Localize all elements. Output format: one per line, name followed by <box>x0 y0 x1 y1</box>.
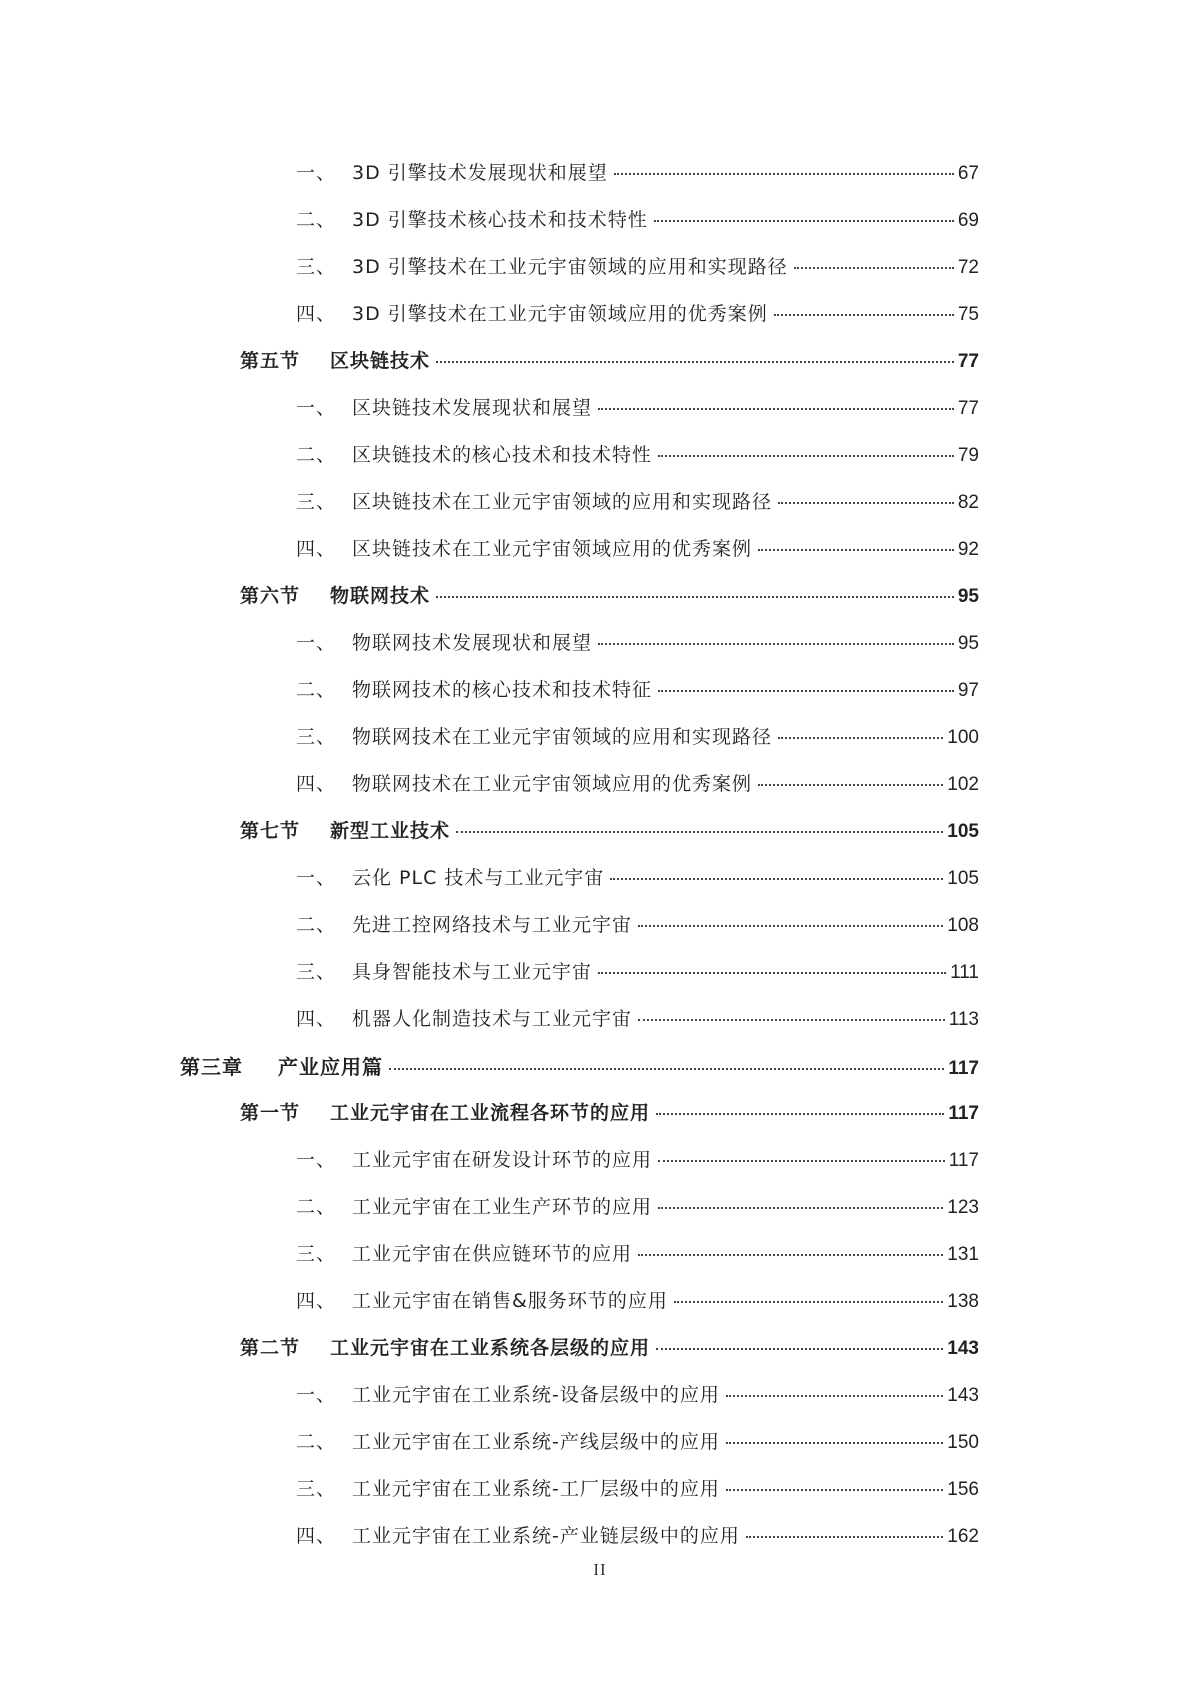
toc-entry-number: 二、 <box>296 679 337 701</box>
dot-leader <box>674 1301 943 1303</box>
dot-leader <box>726 1395 943 1397</box>
toc-entry-page: 95 <box>957 586 979 607</box>
toc-entry-number: 四、 <box>296 1008 337 1030</box>
toc-entry-number: 二、 <box>296 914 337 936</box>
toc-entry-item[interactable] <box>0 524 1200 571</box>
toc-entry-number: 四、 <box>296 303 337 325</box>
toc-entry-number: 三、 <box>296 1243 337 1265</box>
toc-entry-title: 工业元宇宙在销售&服务环节的应用 <box>352 1290 668 1312</box>
toc-entry-number: 一、 <box>296 632 337 654</box>
table-of-contents <box>0 148 1200 1558</box>
toc-entry-page: 95 <box>957 633 979 654</box>
toc-entry-item[interactable] <box>0 195 1200 242</box>
dot-leader <box>658 455 954 457</box>
toc-entry-title: 产业应用篇 <box>278 1055 383 1079</box>
toc-entry-number: 四、 <box>296 1290 337 1312</box>
dot-leader <box>726 1489 943 1491</box>
toc-entry-page: 92 <box>957 539 979 560</box>
toc-entry-item[interactable] <box>0 242 1200 289</box>
toc-entry-number: 一、 <box>296 867 337 889</box>
toc-entry-item[interactable] <box>0 1229 1200 1276</box>
toc-entry-number: 一、 <box>296 397 337 419</box>
toc-entry-title: 工业元宇宙在工业系统-工厂层级中的应用 <box>352 1478 720 1500</box>
toc-entry-number: 三、 <box>296 256 337 278</box>
toc-entry-title: 工业元宇宙在供应链环节的应用 <box>352 1243 633 1265</box>
toc-entry-number: 第三章 <box>180 1055 243 1079</box>
toc-entry-number: 二、 <box>296 444 337 466</box>
toc-entry-page: 97 <box>957 680 979 701</box>
toc-entry-page: 79 <box>957 445 979 466</box>
toc-entry-title: 3D 引擎技术核心技术和技术特性 <box>352 209 648 231</box>
dot-leader <box>774 314 954 316</box>
dot-leader <box>746 1536 943 1538</box>
dot-leader <box>658 1160 945 1162</box>
toc-entry-title: 新型工业技术 <box>330 820 451 842</box>
toc-entry-title: 工业元宇宙在研发设计环节的应用 <box>352 1149 653 1171</box>
toc-entry-chapter[interactable] <box>0 1041 1200 1088</box>
dot-leader <box>794 267 954 269</box>
toc-entry-number: 三、 <box>296 491 337 513</box>
toc-entry-item[interactable] <box>0 900 1200 947</box>
toc-entry-section[interactable] <box>0 806 1200 853</box>
toc-entry-item[interactable] <box>0 947 1200 994</box>
toc-entry-title: 工业元宇宙在工业系统-产线层级中的应用 <box>352 1431 720 1453</box>
toc-entry-page: 67 <box>957 163 979 184</box>
dot-leader <box>656 1113 944 1115</box>
toc-entry-title: 物联网技术 <box>330 585 431 607</box>
toc-entry-page: 75 <box>957 304 979 325</box>
dot-leader <box>778 737 943 739</box>
toc-entry-title: 物联网技术的核心技术和技术特征 <box>352 679 653 701</box>
toc-entry-page: 105 <box>947 868 979 889</box>
toc-entry-section[interactable] <box>0 1088 1200 1135</box>
toc-entry-item[interactable] <box>0 289 1200 336</box>
toc-entry-title: 区块链技术的核心技术和技术特性 <box>352 444 653 466</box>
toc-entry-item[interactable] <box>0 618 1200 665</box>
toc-entry-page: 100 <box>947 727 979 748</box>
toc-entry-item[interactable] <box>0 383 1200 430</box>
toc-entry-page: 156 <box>947 1479 979 1500</box>
toc-entry-item[interactable] <box>0 1511 1200 1558</box>
toc-entry-number: 第六节 <box>240 585 301 607</box>
toc-entry-item[interactable] <box>0 148 1200 195</box>
dot-leader <box>614 173 954 175</box>
toc-entry-title: 机器人化制造技术与工业元宇宙 <box>352 1008 633 1030</box>
dot-leader <box>726 1442 943 1444</box>
toc-entry-page: 77 <box>957 351 979 372</box>
toc-entry-title: 区块链技术 <box>330 350 431 372</box>
toc-entry-title: 3D 引擎技术发展现状和展望 <box>352 162 608 184</box>
toc-entry-page: 162 <box>947 1526 979 1547</box>
dot-leader <box>598 972 946 974</box>
dot-leader <box>638 925 943 927</box>
toc-entry-number: 二、 <box>296 1431 337 1453</box>
toc-entry-item[interactable] <box>0 1464 1200 1511</box>
toc-entry-page: 143 <box>947 1338 979 1359</box>
toc-entry-page: 131 <box>947 1244 979 1265</box>
page-number: II <box>593 1560 607 1579</box>
toc-entry-title: 物联网技术发展现状和展望 <box>352 632 593 654</box>
toc-entry-title: 具身智能技术与工业元宇宙 <box>352 961 593 983</box>
toc-entry-title: 区块链技术在工业元宇宙领域的应用和实现路径 <box>352 491 773 513</box>
toc-entry-number: 第二节 <box>240 1337 301 1359</box>
dot-leader <box>778 502 954 504</box>
toc-entry-page: 72 <box>957 257 979 278</box>
dot-leader <box>389 1068 944 1070</box>
toc-entry-number: 二、 <box>296 209 337 231</box>
toc-entry-page: 82 <box>957 492 979 513</box>
toc-entry-title: 工业元宇宙在工业生产环节的应用 <box>352 1196 653 1218</box>
dot-leader <box>654 220 954 222</box>
toc-entry-item[interactable] <box>0 712 1200 759</box>
toc-entry-item[interactable] <box>0 759 1200 806</box>
toc-entry-title: 先进工控网络技术与工业元宇宙 <box>352 914 633 936</box>
toc-entry-title: 物联网技术在工业元宇宙领域应用的优秀案例 <box>352 773 753 795</box>
toc-entry-page: 102 <box>947 774 979 795</box>
dot-leader <box>436 361 954 363</box>
toc-entry-section[interactable] <box>0 336 1200 383</box>
toc-entry-title: 云化 PLC 技术与工业元宇宙 <box>352 867 605 889</box>
toc-entry-title: 工业元宇宙在工业流程各环节的应用 <box>330 1102 651 1124</box>
toc-entry-title: 物联网技术在工业元宇宙领域的应用和实现路径 <box>352 726 773 748</box>
toc-entry-number: 三、 <box>296 1478 337 1500</box>
dot-leader <box>658 690 954 692</box>
toc-entry-item[interactable] <box>0 1370 1200 1417</box>
toc-entry-page: 143 <box>947 1385 979 1406</box>
toc-entry-item[interactable] <box>0 477 1200 524</box>
toc-entry-title: 工业元宇宙在工业系统-设备层级中的应用 <box>352 1384 720 1406</box>
dot-leader <box>598 643 954 645</box>
toc-entry-number: 第五节 <box>240 350 301 372</box>
toc-entry-title: 工业元宇宙在工业系统各层级的应用 <box>330 1337 651 1359</box>
toc-entry-page: 138 <box>947 1291 979 1312</box>
dot-leader <box>638 1254 943 1256</box>
toc-entry-title: 3D 引擎技术在工业元宇宙领域的应用和实现路径 <box>352 256 788 278</box>
toc-entry-item[interactable] <box>0 1276 1200 1323</box>
dot-leader <box>758 549 954 551</box>
toc-entry-page: 105 <box>947 821 979 842</box>
toc-entry-section[interactable] <box>0 1323 1200 1370</box>
toc-entry-page: 113 <box>948 1009 979 1030</box>
toc-entry-item[interactable] <box>0 1417 1200 1464</box>
toc-entry-number: 二、 <box>296 1196 337 1218</box>
toc-entry-page: 69 <box>957 210 979 231</box>
toc-entry-page: 108 <box>947 915 979 936</box>
dot-leader <box>656 1348 943 1350</box>
dot-leader <box>456 831 943 833</box>
dot-leader <box>638 1019 945 1021</box>
toc-entry-item[interactable] <box>0 853 1200 900</box>
toc-entry-section[interactable] <box>0 571 1200 618</box>
toc-entry-title: 3D 引擎技术在工业元宇宙领域应用的优秀案例 <box>352 303 768 325</box>
toc-entry-number: 四、 <box>296 1525 337 1547</box>
toc-entry-number: 一、 <box>296 1384 337 1406</box>
toc-entry-title: 区块链技术在工业元宇宙领域应用的优秀案例 <box>352 538 753 560</box>
toc-entry-page: 123 <box>947 1197 979 1218</box>
toc-entry-number: 三、 <box>296 961 337 983</box>
dot-leader <box>658 1207 943 1209</box>
toc-entry-item[interactable] <box>0 1135 1200 1182</box>
toc-entry-item[interactable] <box>0 665 1200 712</box>
toc-entry-page: 77 <box>957 398 979 419</box>
toc-entry-number: 四、 <box>296 538 337 560</box>
toc-entry-page: 117 <box>948 1150 979 1171</box>
toc-entry-item[interactable] <box>0 994 1200 1041</box>
toc-entry-item[interactable] <box>0 1182 1200 1229</box>
toc-entry-number: 第一节 <box>240 1102 301 1124</box>
toc-entry-page: 150 <box>947 1432 979 1453</box>
toc-entry-number: 第七节 <box>240 820 301 842</box>
toc-entry-title: 区块链技术发展现状和展望 <box>352 397 593 419</box>
toc-entry-number: 四、 <box>296 773 337 795</box>
toc-entry-page: 117 <box>948 1103 979 1124</box>
dot-leader <box>598 408 954 410</box>
toc-entry-number: 一、 <box>296 1149 337 1171</box>
toc-entry-item[interactable] <box>0 430 1200 477</box>
toc-entry-number: 三、 <box>296 726 337 748</box>
toc-entry-page: 111 <box>950 962 979 983</box>
dot-leader <box>610 878 943 880</box>
dot-leader <box>758 784 943 786</box>
toc-entry-title: 工业元宇宙在工业系统-产业链层级中的应用 <box>352 1525 740 1547</box>
toc-entry-page: 117 <box>948 1058 979 1079</box>
toc-entry-number: 一、 <box>296 162 337 184</box>
dot-leader <box>436 596 954 598</box>
